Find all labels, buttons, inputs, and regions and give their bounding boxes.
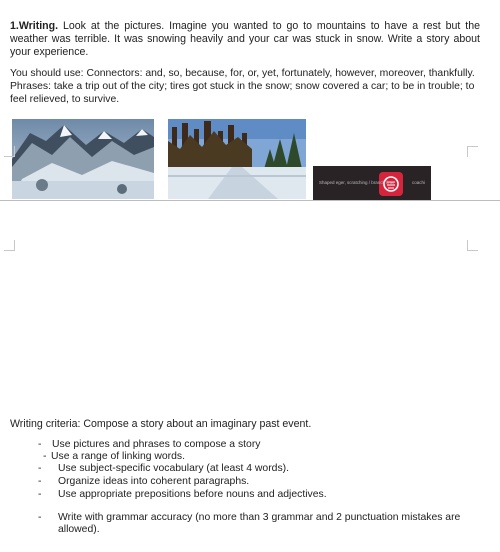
criteria-item: - Use subject-specific vocabulary (at least 4 words). [38,463,289,474]
page-corner-mark [467,146,478,157]
criteria-item: - Organize ideas into coherent paragraphs. [38,476,250,487]
task-text: Look at the pictures. Imagine you wanted to go to mountains to have a rest but the weather was terrible. It was snowing heavily and your car was stuck in snow. Write a story about your experience. [10,20,480,58]
thumbnail-caption-left: Shaped eger, scratching / branch liner [319,180,395,185]
page-corner-mark [467,240,478,251]
criteria-title: Writing criteria: Compose a story about an imaginary past event. [10,418,312,430]
criteria-item: - Use appropriate prepositions before nouns and adjectives. [38,489,327,500]
video-thumbnail-picture [313,166,431,200]
usage-paragraph: You should use: Connectors: and, so, because, for, or, yet, fortunately, however, moreover, thankfully. Phrases: take a trip out of the city; tires got stuck in the snow; snow covered a car; to be in trouble; to feel relieved, to survive. [10,68,475,105]
thumbnail-caption-right: coachi [412,180,426,185]
criteria-item: - Use a range of linking words. [43,451,185,462]
page-break-line [0,200,500,201]
page-corner-mark [4,240,15,251]
task-paragraph [10,20,480,59]
page-corner-mark [4,146,15,157]
snowy-forest-picture [168,119,306,199]
task-number: 1.Writing. [10,20,59,32]
criteria-item: - Use pictures and phrases to compose a story [38,439,261,450]
criteria-item: - Write with grammar accuracy (no more than 3 grammar and 2 punctuation mistakes are allowed). [38,512,461,535]
snowy-mountains-picture [12,119,154,199]
